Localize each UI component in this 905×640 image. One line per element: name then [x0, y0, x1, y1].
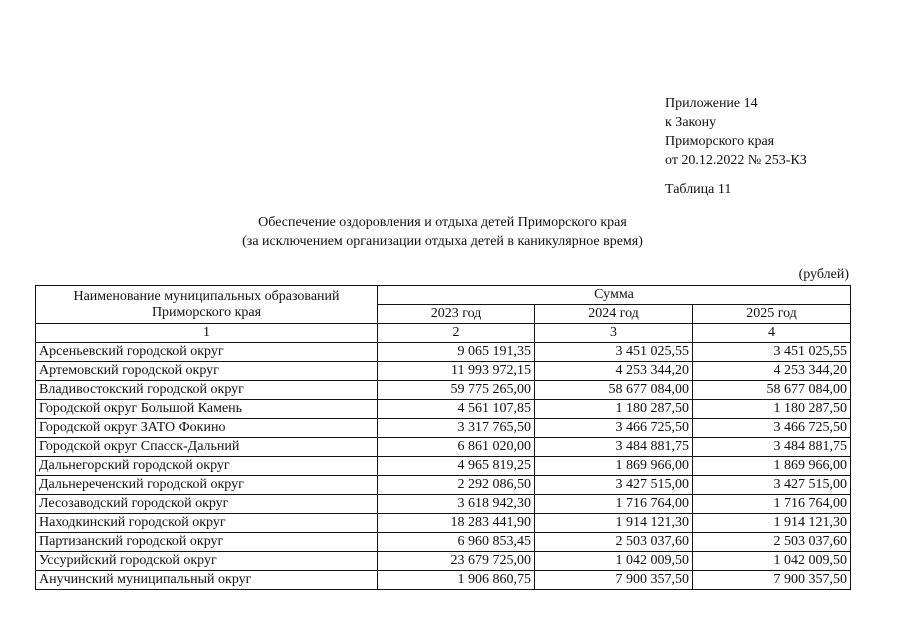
- table-number: Таблица 11: [665, 182, 732, 197]
- table-row: [36, 438, 851, 457]
- table-row: [36, 343, 851, 362]
- municipality-name: Партизанский городской округ: [36, 533, 378, 552]
- column-header-name: [36, 286, 378, 324]
- municipality-name: Городской округ ЗАТО Фокино: [36, 419, 378, 438]
- amount-2024: 1 914 121,30: [535, 514, 693, 533]
- amount-2024: 1 042 009,50: [535, 552, 693, 571]
- column-number: 3: [535, 324, 693, 343]
- appendix-title: Приложение 14: [665, 96, 758, 111]
- amount-2023: 6 861 020,00: [378, 438, 535, 457]
- column-header-name-line2: Приморского края: [151, 304, 262, 320]
- amount-2024: 58 677 084,00: [535, 381, 693, 400]
- table-row: [36, 495, 851, 514]
- amount-2024: 3 466 725,50: [535, 419, 693, 438]
- amount-2024: 4 253 344,20: [535, 362, 693, 381]
- table-row: [36, 476, 851, 495]
- amount-2023: 23 679 725,00: [378, 552, 535, 571]
- amount-2025: 1 869 966,00: [693, 457, 851, 476]
- amount-2023: 3 317 765,50: [378, 419, 535, 438]
- amount-2025: 1 914 121,30: [693, 514, 851, 533]
- amount-2023: 4 965 819,25: [378, 457, 535, 476]
- column-number: 1: [36, 324, 378, 343]
- amount-2025: 3 484 881,75: [693, 438, 851, 457]
- table-row: [36, 362, 851, 381]
- amount-2024: 3 484 881,75: [535, 438, 693, 457]
- appendix-block: [665, 94, 807, 170]
- table-row: [36, 400, 851, 419]
- municipality-name: Уссурийский городской округ: [36, 552, 378, 571]
- amount-2025: 7 900 357,50: [693, 571, 851, 590]
- document-subtitle: (за исключением организации отдыха детей в каникулярное время): [242, 234, 643, 249]
- appendix-region: Приморского края: [665, 134, 775, 149]
- municipality-name: Анучинский муниципальный округ: [36, 571, 378, 590]
- table-row: [36, 571, 851, 590]
- amount-2025: 1 716 764,00: [693, 495, 851, 514]
- table-row: [36, 552, 851, 571]
- amount-2025: 3 466 725,50: [693, 419, 851, 438]
- table-row: [36, 533, 851, 552]
- amount-2024: 3 427 515,00: [535, 476, 693, 495]
- amount-2023: 1 906 860,75: [378, 571, 535, 590]
- municipality-name: Городской округ Спасск-Дальний: [36, 438, 378, 457]
- units-label: (рублей): [798, 267, 849, 282]
- amount-2023: 11 993 972,15: [378, 362, 535, 381]
- amount-2023: 3 618 942,30: [378, 495, 535, 514]
- municipality-name: Дальнегорский городской округ: [36, 457, 378, 476]
- amount-2025: 58 677 084,00: [693, 381, 851, 400]
- amount-2023: 2 292 086,50: [378, 476, 535, 495]
- document-title: Обеспечение оздоровления и отдыха детей Приморского края: [258, 215, 627, 230]
- amount-2025: 1 180 287,50: [693, 400, 851, 419]
- amount-2024: 1 180 287,50: [535, 400, 693, 419]
- amount-2024: 1 869 966,00: [535, 457, 693, 476]
- table-row: [36, 381, 851, 400]
- amount-2024: 1 716 764,00: [535, 495, 693, 514]
- appendix-law-ref: к Закону: [665, 115, 717, 130]
- column-header-sum: Сумма: [378, 286, 851, 305]
- municipality-name: Артемовский городской округ: [36, 362, 378, 381]
- amount-2024: 7 900 357,50: [535, 571, 693, 590]
- table-row: [36, 457, 851, 476]
- amount-2025: 3 451 025,55: [693, 343, 851, 362]
- column-header-2024: 2024 год: [535, 305, 693, 324]
- amount-2025: 3 427 515,00: [693, 476, 851, 495]
- funding-table: [35, 285, 851, 590]
- column-header-2025: 2025 год: [693, 305, 851, 324]
- amount-2023: 6 960 853,45: [378, 533, 535, 552]
- amount-2025: 4 253 344,20: [693, 362, 851, 381]
- column-header-name-line1: Наименование муниципальных образований: [73, 288, 340, 304]
- column-number: 2: [378, 324, 535, 343]
- municipality-name: Городской округ Большой Камень: [36, 400, 378, 419]
- municipality-name: Дальнереченский городской округ: [36, 476, 378, 495]
- appendix-date: от 20.12.2022 № 253-КЗ: [665, 153, 807, 168]
- amount-2023: 4 561 107,85: [378, 400, 535, 419]
- amount-2023: 59 775 265,00: [378, 381, 535, 400]
- amount-2025: 2 503 037,60: [693, 533, 851, 552]
- header-row: [36, 286, 851, 305]
- column-number-row: [36, 324, 851, 343]
- municipality-name: Лесозаводский городской округ: [36, 495, 378, 514]
- table-row: [36, 419, 851, 438]
- table-row: [36, 514, 851, 533]
- column-header-2023: 2023 год: [378, 305, 535, 324]
- municipality-name: Находкинский городской округ: [36, 514, 378, 533]
- amount-2024: 3 451 025,55: [535, 343, 693, 362]
- municipality-name: Арсеньевский городской округ: [36, 343, 378, 362]
- municipality-name: Владивостокский городской округ: [36, 381, 378, 400]
- table-body: [36, 286, 851, 590]
- amount-2023: 18 283 441,90: [378, 514, 535, 533]
- amount-2024: 2 503 037,60: [535, 533, 693, 552]
- column-number: 4: [693, 324, 851, 343]
- amount-2025: 1 042 009,50: [693, 552, 851, 571]
- amount-2023: 9 065 191,35: [378, 343, 535, 362]
